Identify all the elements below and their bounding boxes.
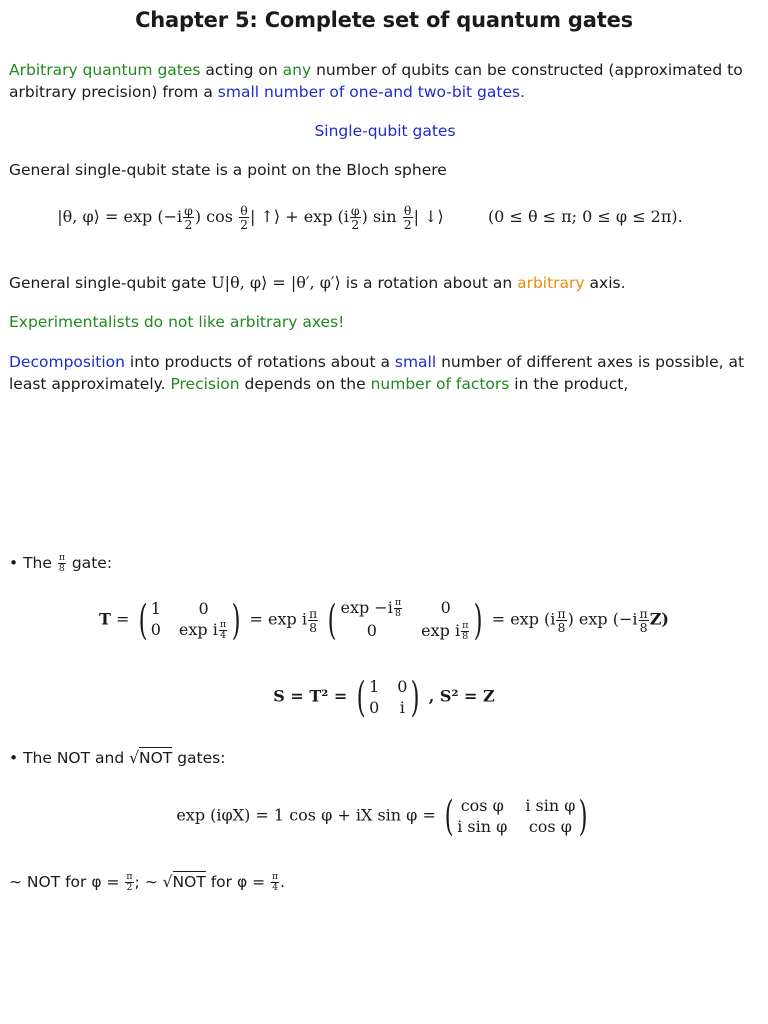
paren-left: ( <box>444 791 454 840</box>
final-text-1: ∼ NOT for φ = <box>9 873 125 891</box>
state-eq-part-a: (−i <box>157 207 183 227</box>
paren-left: ( <box>356 672 366 721</box>
matrix-cell: i sin φ <box>457 816 508 836</box>
frac-num: π <box>126 871 133 883</box>
decomp-text-4: number of different axes is possible, at least approximately. <box>9 353 745 393</box>
bloch-text: General single-qubit state is a point on the Bloch sphere <box>9 161 447 179</box>
state-eq-part-e: ) sin <box>361 207 397 227</box>
frac-pi-8-m <box>394 598 402 619</box>
frac-den: 2 <box>126 882 133 893</box>
frac-pi-8 <box>58 553 66 574</box>
matrix-grid <box>457 796 575 836</box>
paren-right: ) <box>231 595 241 645</box>
decomp-text-3: small <box>394 353 437 371</box>
gate-text-3: arbitrary <box>517 274 585 292</box>
decomp-text-7: number of factors <box>370 375 510 393</box>
sqrt-radicand: NOT <box>172 873 206 891</box>
frac-pi-8-e1 <box>556 607 566 634</box>
not-heading-text-2: gates: <box>172 749 226 767</box>
frac-num: π <box>219 619 227 631</box>
state-eq-part-c: | ↑⟩ + exp <box>250 207 333 227</box>
matrix-cell: 0 <box>369 697 380 717</box>
state-eq-part-f: | ↓⟩ <box>413 207 444 227</box>
frac-theta-2 <box>239 204 249 231</box>
final-text-3: for φ = <box>205 873 271 891</box>
frac-den: 4 <box>219 630 227 642</box>
s-matrix <box>353 672 424 721</box>
t-par2-close: Z) <box>649 609 669 629</box>
decomp-text-8: in the product, <box>509 375 629 393</box>
intro-paragraph <box>9 59 761 103</box>
matrix-cell: 0 <box>198 599 209 619</box>
frac-den: 8 <box>639 619 648 635</box>
frac-den: 8 <box>394 608 402 620</box>
matrix-cell: cos φ <box>460 795 504 815</box>
frac-pi-8-e2 <box>639 607 649 634</box>
matrix-cell: 1 <box>369 676 380 696</box>
matrix-grid <box>151 599 228 641</box>
t-eq-3: = exp <box>491 609 539 629</box>
x-eq-lhs: exp (iφX) = 1 cos φ + iX sin φ = <box>176 805 441 825</box>
state-equation <box>0 204 754 231</box>
intro-text-5: small number of one-and two-bit gates <box>217 83 521 101</box>
decomp-text-6: depends on the <box>239 375 371 393</box>
x-rotation-equation <box>0 791 768 840</box>
intro-text-6: . <box>520 83 526 101</box>
t-par1-close: ) <box>567 609 574 629</box>
intro-text-3: any <box>282 61 312 79</box>
matrix-cell <box>421 621 470 642</box>
intro-text-2: acting on <box>200 61 283 79</box>
frac-pi-2 <box>125 872 133 893</box>
matrix-cell: 1 <box>150 599 161 619</box>
pi8-gate-label: gate: <box>66 554 113 572</box>
frac-den: 2 <box>184 217 193 233</box>
frac-num: π <box>639 605 648 621</box>
t-gate-equation <box>0 595 768 645</box>
frac-pi-8-t <box>308 607 318 634</box>
frac-num: θ <box>240 203 248 218</box>
matrix-cell: 0 <box>150 620 161 640</box>
final-line <box>9 871 761 893</box>
frac-den: 8 <box>309 619 317 635</box>
page-title: Chapter 5: Complete set of quantum gates <box>135 8 633 32</box>
frac-num: π <box>272 871 279 883</box>
state-eq-part-b: ) cos <box>194 207 233 227</box>
frac-num: φ <box>350 203 360 218</box>
final-text-4: . <box>280 873 286 891</box>
not-heading-text-1: • The NOT and <box>9 749 130 767</box>
s-gate-equation <box>0 672 768 721</box>
matrix-cell: 0 <box>397 676 408 696</box>
decomp-text-1: Decomposition <box>9 353 125 371</box>
frac-num: π <box>394 597 402 608</box>
frac-phi-2 <box>183 204 194 231</box>
intro-text-4: number of qubits can be constructed (approximated to arbitrary precision) from a <box>9 61 743 101</box>
gate-text-1: General single-qubit gate <box>9 274 212 292</box>
sqrt-radicand: NOT <box>139 749 173 767</box>
frac-num: θ <box>403 203 412 218</box>
matrix-cell <box>340 598 403 619</box>
t-symbol: T <box>99 609 111 629</box>
pi8-heading <box>9 552 761 574</box>
intro-text-1: Arbitrary quantum gates <box>9 61 201 79</box>
matrix-cell: i <box>399 697 405 717</box>
frac-num: π <box>308 605 318 621</box>
sqrt-not: √NOT <box>129 749 173 767</box>
t-eq-sign: = <box>110 609 135 629</box>
gate-text-math: U|θ, φ⟩ = |θ′, φ′⟩ <box>211 273 341 292</box>
experimentalists-text: Experimentalists do not like arbitrary axes! <box>9 313 345 331</box>
final-text-2: ; ∼ <box>134 873 163 891</box>
x-matrix <box>441 791 592 840</box>
frac-den: 2 <box>403 217 412 233</box>
paren-left: ( <box>327 595 337 645</box>
matrix-cell: 0 <box>440 598 451 617</box>
paren-right: ) <box>411 672 421 721</box>
frac-den: 2 <box>351 217 360 233</box>
matrix-cell-text: exp i <box>421 621 461 641</box>
gate-paragraph <box>9 272 761 294</box>
paren-left: ( <box>138 595 148 645</box>
frac-num: π <box>557 605 566 621</box>
matrix-cell <box>179 620 228 641</box>
s-eq-rhs: , S² = Z <box>428 686 495 706</box>
frac-phi-2b <box>350 204 361 231</box>
t-matrix-1 <box>135 595 245 645</box>
frac-pi-4 <box>219 620 227 641</box>
t-par1-open: (i <box>544 609 556 629</box>
t-matrix-2 <box>324 595 486 645</box>
matrix-cell: i sin φ <box>525 795 576 815</box>
decomp-text-2: into products of rotations about a <box>124 353 395 371</box>
matrix-cell: 0 <box>366 621 377 641</box>
s-eq-lhs: S = T² = <box>273 686 353 706</box>
matrix-grid <box>340 598 470 642</box>
t-exp2: exp <box>573 609 608 629</box>
matrix-grid <box>369 677 407 717</box>
matrix-cell: cos φ <box>528 816 572 836</box>
frac-den: 8 <box>462 631 469 643</box>
frac-theta-2b <box>403 204 413 231</box>
decomposition-paragraph <box>9 351 761 395</box>
state-eq-lhs: |θ, φ⟩ = exp <box>57 207 153 227</box>
paren-right: ) <box>474 595 483 645</box>
matrix-cell-text: exp −i <box>340 598 393 618</box>
decomp-text-5: Precision <box>170 375 240 393</box>
frac-den: 4 <box>272 882 279 893</box>
frac-den: 2 <box>240 217 248 233</box>
paren-right: ) <box>579 791 589 840</box>
state-eq-condition: (0 ≤ θ ≤ π; 0 ≤ φ ≤ 2π). <box>487 207 683 227</box>
gate-text-4: axis. <box>584 274 626 292</box>
state-eq-part-d: (i <box>337 207 349 227</box>
frac-num: π <box>58 552 65 564</box>
matrix-cell-text: exp i <box>178 620 218 640</box>
not-heading <box>9 747 761 769</box>
frac-den: 8 <box>58 563 65 574</box>
section-heading: Single-qubit gates <box>314 122 456 140</box>
pi8-bullet: • The <box>9 554 57 572</box>
frac-num: φ <box>184 203 193 218</box>
frac-den: 8 <box>557 619 566 635</box>
sqrt-not-2: √NOT <box>162 873 206 891</box>
t-par2-open: (−i <box>612 609 638 629</box>
gate-text-2: is a rotation about an <box>340 274 518 292</box>
frac-pi-8-m2 <box>461 621 469 642</box>
t-eq-2: = exp i <box>249 609 307 629</box>
frac-pi-4-final <box>271 872 279 893</box>
frac-num: π <box>462 620 469 632</box>
